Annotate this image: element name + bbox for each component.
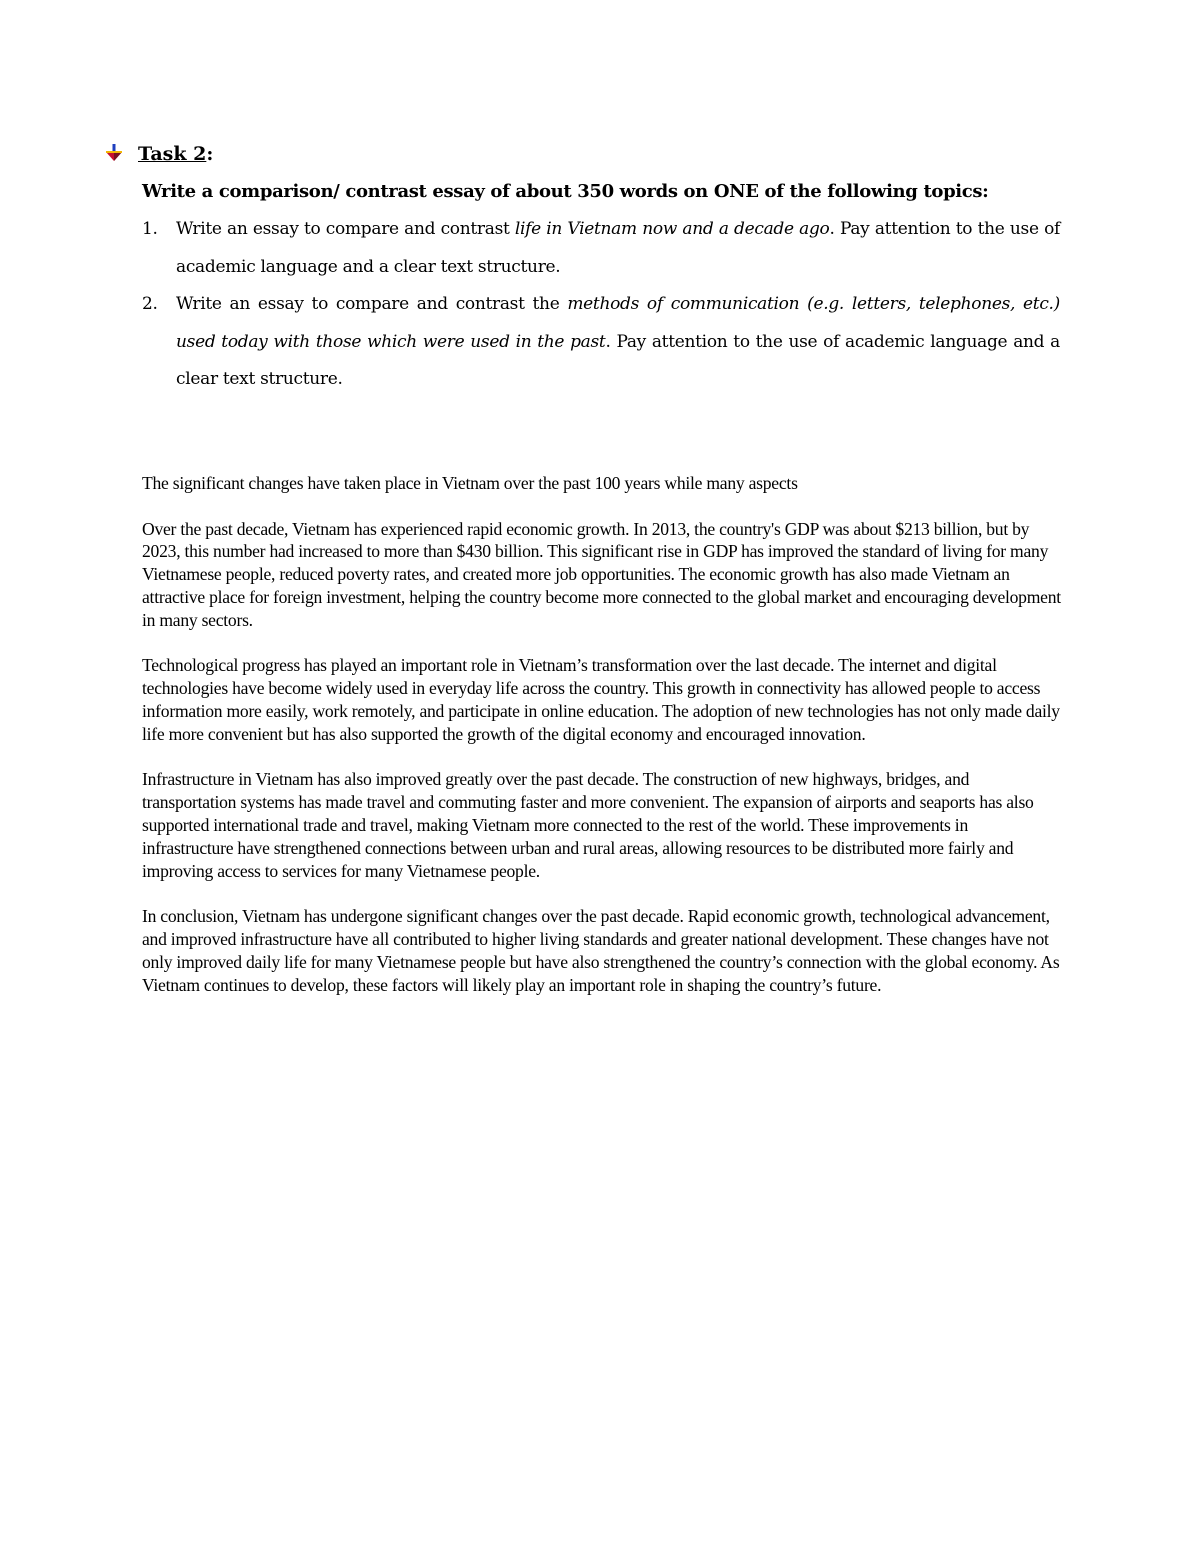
topic-text-end: . Pay attention to the use of academic language and a clear text structure. xyxy=(176,219,1060,277)
down-arrow-bullet-icon xyxy=(104,144,126,168)
topic-number: 2. xyxy=(142,294,158,314)
task-heading xyxy=(104,142,213,166)
task-colon: : xyxy=(206,143,214,165)
essay-paragraph: Infrastructure in Vietnam has also improved greatly over the past decade. The construction of new highways, bridges, and transportation systems has made travel and commuting faster and more convenient. The expansion of airports and seaports has also supported international trade and travel, making Vietnam more connected to the rest of the world. These improvements in infrastructure have strengthened connections between urban and rural areas, allowing resources to be distributed more fairly and improving access to services for many Vietnamese people. xyxy=(142,769,1034,881)
topic-item xyxy=(142,286,1060,399)
topic-number: 1. xyxy=(142,219,158,239)
topic-emphasis: life in Vietnam now and a decade ago xyxy=(514,219,830,239)
essay-thesis: The significant changes have taken place in Vietnam over the past 100 years while many aspects xyxy=(142,473,798,493)
topic-list xyxy=(142,211,1060,399)
task-label: Task 2 xyxy=(138,143,207,165)
topic-emphasis: methods of communication (e.g. letters, telephones, etc.) used today with those which were used in the past xyxy=(176,294,1060,352)
topic-item xyxy=(142,211,1060,286)
topic-text-end: . Pay attention to the use of academic language and a clear text structure. xyxy=(176,331,1060,389)
topic-text: Write an essay to compare and contrast xyxy=(176,219,515,239)
topic-text: Write an essay to compare and contrast the xyxy=(176,294,568,314)
instruction-text: Write a comparison/ contrast essay of about 350 words on ONE of the following topics: xyxy=(142,181,989,202)
essay-paragraph: Over the past decade, Vietnam has experienced rapid economic growth. In 2013, the country's GDP was about $213 billion, but by 2023, this number had increased to more than $430 billion. This significant rise in GDP has improved the standard of living for many Vietnamese people, reduced poverty rates, and created more job opportunities. The economic growth has also made Vietnam an attractive place for foreign investment, helping the country become more connected to the global market and encouraging development in many sectors. xyxy=(142,518,1061,630)
essay-paragraph: In conclusion, Vietnam has undergone significant changes over the past decade. Rapid economic growth, technological advancement, and improved infrastructure have all contributed to higher living standards and greater national development. These changes have not only improved daily life for many Vietnamese people but have also strengthened the country’s connection with the global economy. As Vietnam continues to develop, these factors will likely play an important role in shaping the country’s future. xyxy=(142,906,1060,995)
essay-body xyxy=(142,472,1062,1019)
essay-paragraph: Technological progress has played an important role in Vietnam’s transformation over the last decade. The internet and digital technologies have become widely used in everyday life across the country. This growth in connectivity has allowed people to access information more easily, work remotely, and participate in online education. The adoption of new technologies has not only made daily life more convenient but has also supported the growth of the digital economy and encouraged innovation. xyxy=(142,655,1060,744)
